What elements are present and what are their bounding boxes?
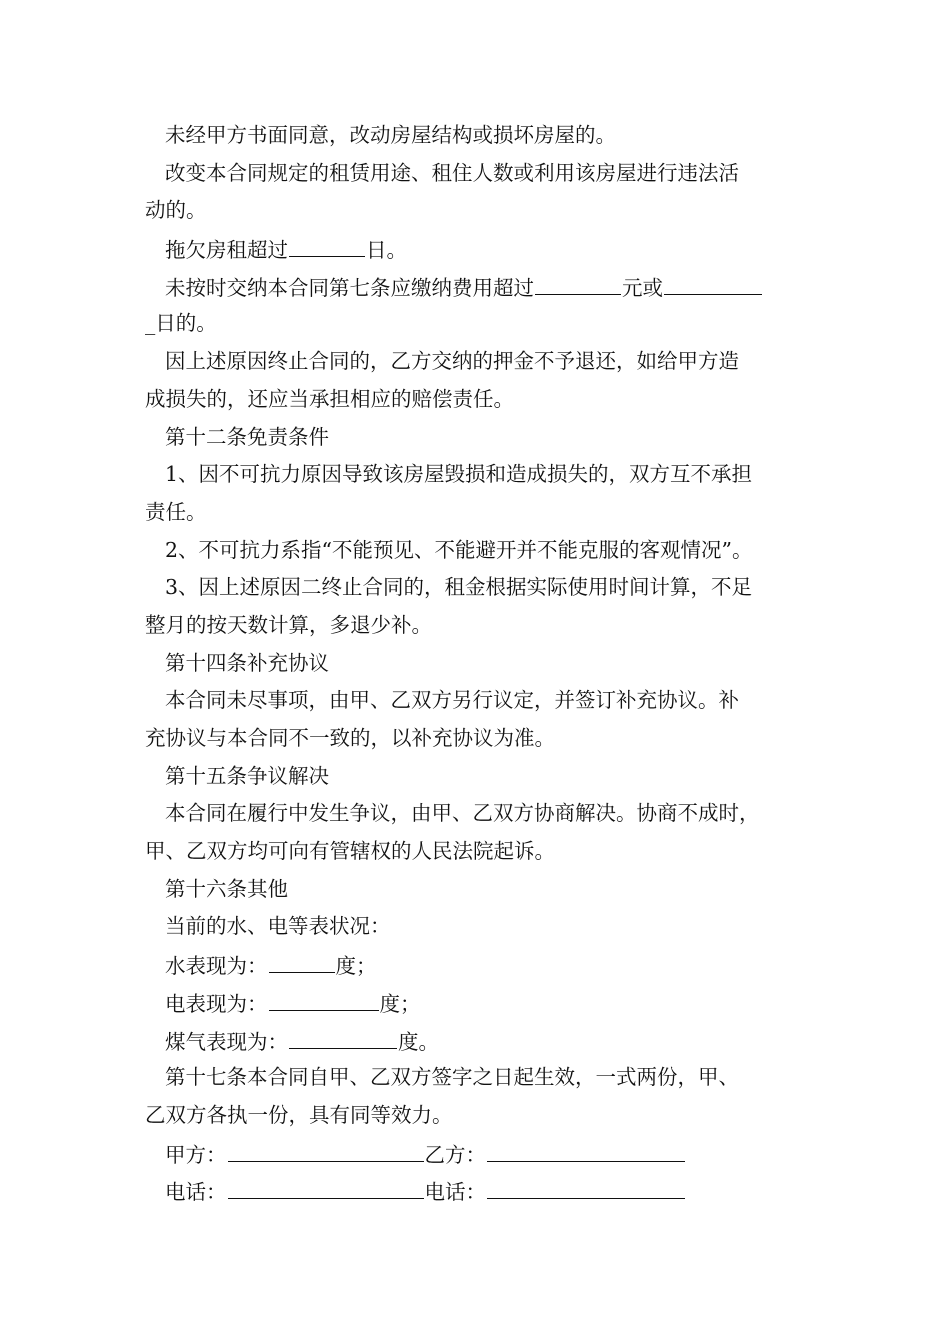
party-b-signature-blank[interactable] [487, 1135, 685, 1162]
article-12-item-2: 2、不可抗力系指“不能预见、不能避开并不能克服的客观情况”。 [165, 537, 753, 562]
clause-fees-overdue-line2: _日的。 [145, 311, 217, 336]
section-title-article-12: 第十二条免责条件 [165, 424, 329, 449]
article-12-item-1-line1: 1、因不可抗力原因导致该房屋毁损和造成损失的，双方互不承担 [165, 462, 753, 487]
clause-deposit-line2: 成损失的，还应当承担相应的赔偿责任。 [145, 386, 514, 411]
clause-illegal-use-line1: 改变本合同规定的租赁用途、租住人数或利用该房屋进行违法活 [165, 160, 739, 185]
article-12-item-3-line1: 3、因上述原因二终止合同的，租金根据实际使用时间计算，不足 [165, 575, 753, 600]
gas-meter-line: 煤气表现为： 度。 [145, 1022, 810, 1060]
rent-overdue-days-blank[interactable] [289, 230, 365, 257]
party-a-phone-blank[interactable] [228, 1172, 424, 1199]
signature-phone-line: 电话： 电话： [145, 1172, 810, 1210]
party-b-phone-blank[interactable] [487, 1172, 685, 1199]
water-meter-line: 水表现为： 度； [145, 946, 810, 984]
article-12-item-3-line2: 整月的按天数计算，多退少补。 [145, 612, 432, 637]
clause-structure-damage: 未经甲方书面同意，改动房屋结构或损坏房屋的。 [165, 123, 616, 147]
article-17-text-line2: 乙双方各执一份，具有同等效力。 [145, 1102, 453, 1127]
meter-status-heading: 当前的水、电等表状况： [165, 914, 391, 939]
water-meter-blank[interactable] [269, 946, 335, 973]
section-title-article-16: 第十六条其他 [165, 876, 288, 901]
article-14-text-line1: 本合同未尽事项，由甲、乙双方另行议定，并签订补充协议。补 [165, 688, 739, 713]
clause-fees-overdue-line1: 未按时交纳本合同第七条应缴纳费用超过 元或 [145, 268, 810, 306]
electric-meter-blank[interactable] [269, 984, 379, 1011]
clause-deposit-line1: 因上述原因终止合同的，乙方交纳的押金不予退还，如给甲方造 [165, 349, 739, 374]
clause-illegal-use-line2: 动的。 [145, 198, 207, 223]
electric-meter-line: 电表现为： 度； [145, 984, 810, 1022]
party-a-signature-blank[interactable] [228, 1135, 424, 1162]
section-title-article-14: 第十四条补充协议 [165, 650, 329, 675]
fees-overdue-amount-blank[interactable] [535, 268, 621, 295]
clause-rent-overdue: 拖欠房租超过 日。 [145, 230, 810, 268]
section-title-article-15: 第十五条争议解决 [165, 763, 329, 788]
contract-body [145, 117, 810, 1210]
article-14-text-line2: 充协议与本合同不一致的，以补充协议为准。 [145, 726, 555, 750]
article-17-text-line1: 第十七条本合同自甲、乙双方签字之日起生效，一式两份，甲、 [165, 1065, 739, 1090]
fees-overdue-days-blank[interactable] [664, 268, 762, 295]
article-15-text-line2: 甲、乙双方均可向有管辖权的人民法院起诉。 [145, 839, 555, 864]
article-15-text-line1: 本合同在履行中发生争议，由甲、乙双方协商解决。协商不成时， [165, 801, 760, 826]
gas-meter-blank[interactable] [289, 1022, 397, 1049]
signature-party-line: 甲方： 乙方： [145, 1135, 810, 1173]
article-12-item-1-line2: 责任。 [145, 499, 207, 524]
